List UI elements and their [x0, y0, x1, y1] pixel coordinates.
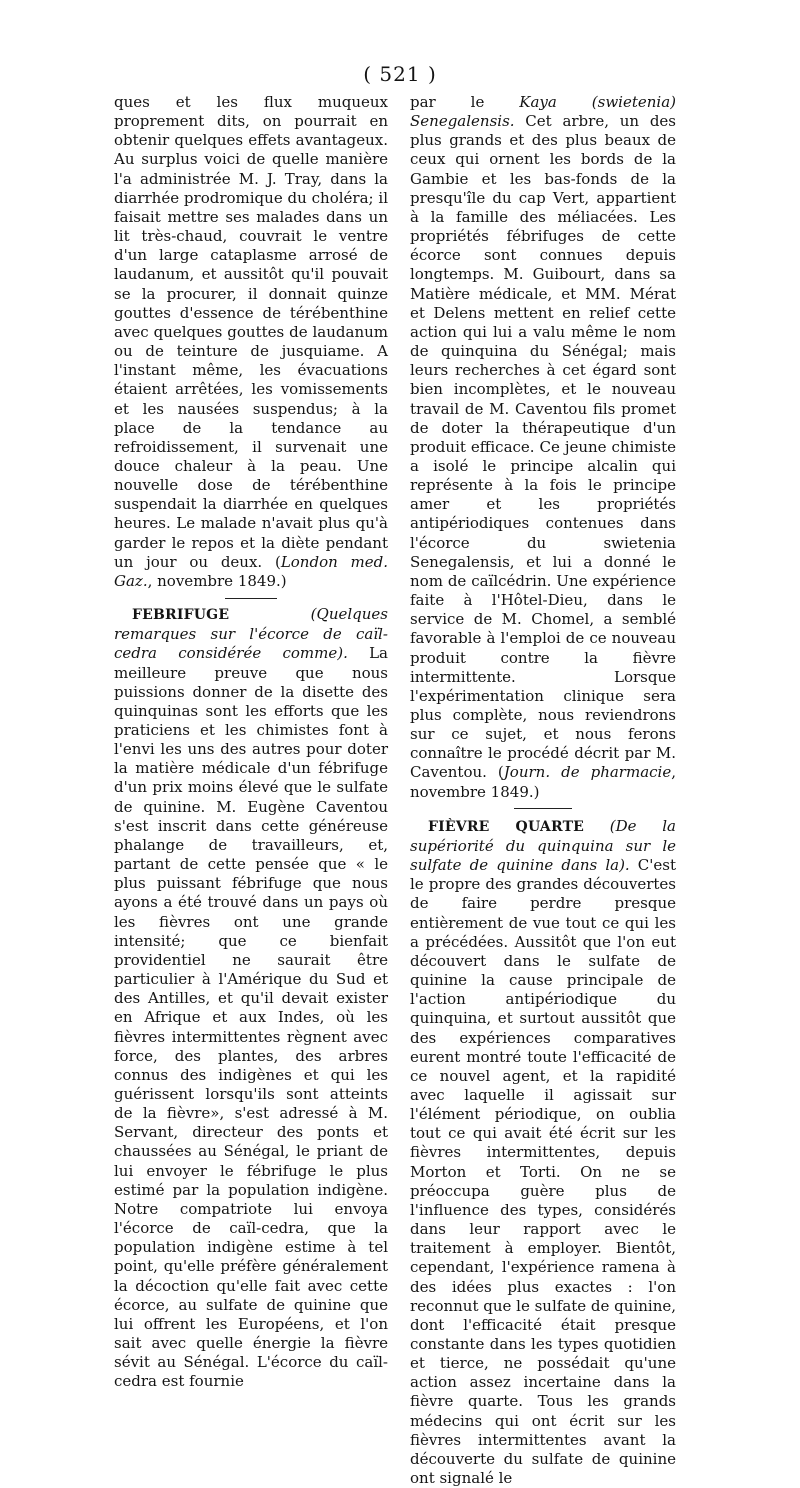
right-column	[410, 93, 676, 1488]
left-paragraph-continued: ques et les flux muqueux proprement dits, on pourrait en obtenir quelques effets avantageux. Au surplus voici de quelle manière l'a administrée M. J. Tray, dans la diarrhée prodromique du choléra; il faisait mettre ses malades dans un lit très-chaud, couvrait le ventre d'un large cataplasme arrosé de laudanum, et aussitôt qu'il pouvait se la procurer, il donnait quinze gouttes d'essence de térébenthine avec quelques gouttes de laudanum ou de teinture de jusquiame. A l'instant même, les évacuations étaient arrêtées, les vomissements et les nausées suspendus; à la place de la tendance au refroidissement, il survenait une douce chaleur à la peau. Une nouvelle dose de térébenthine suspendait la diarrhée en quelques heures. Le malade n'avait plus qu'à garder le repos et la diète pendant un jour ou deux. (London med. Gaz., novembre 1849.)	[114, 93, 388, 590]
article-subtitle: (De la supériorité du quinquina sur le sulfate de quinine dans la).	[410, 816, 676, 875]
article-fievre-quarte	[410, 817, 676, 1488]
article-body: C'est le propre des grandes découvertes de faire perdre presque entièrement de vue tout ce qui les a précédées. Aussitôt que l'on eut découvert dans le sulfate de quinine la cause principale de l'action antipériodique du quinquina, et surtout aussitôt que des expériences comparatives eurent montré toute l'efficacité de ce nouvel agent, et la rapidité avec laquelle il agissait sur l'élément périodique, on oublia tout ce qui avait été écrit sur les fièvres intermittentes, depuis Morton et Torti. On ne se préoccupa guère plus de l'influence des types, considérés dans leur rapport avec le traitement à employer. Bientôt, cependant, l'expérience ramena à des idées plus exactes : l'on reconnut que le sulfate de quinine, dont l'efficacité était presque constante dans les types quotidien et tierce, ne possédait qu'une action assez incertaine dans la fièvre quarte. Tous les grands médecins qui ont écrit sur les fièvres intermittentes avant la découverte du sulfate de quinine ont signalé le	[410, 856, 677, 1488]
left-column	[114, 93, 388, 1391]
species-name: Kaya (swietenia) Senegalensis.	[410, 93, 676, 131]
article-heading: FIÈVRE QUARTE	[428, 818, 585, 835]
article-subtitle: (Quelques remarques sur l'écorce de caïl-cedra considérée comme).	[114, 605, 388, 663]
section-divider	[514, 808, 572, 809]
page-number: ( 521 )	[363, 62, 437, 86]
article-body: La meilleure preuve que nous puissions donner de la disette des quinquinas sont les efforts que les praticiens et les chimistes font à l'envi les uns des autres pour doter la matière médicale d'un fébrifuge d'un prix moins élevé que le sulfate de quinine. M. Eugène Caventou s'est inscrit dans cette généreuse phalange de travailleurs, et, partant de cette pensée que « le plus puissant fébrifuge que nous ayons a été trouvé dans un pays où les fièvres ont une grande intensité; que ce bienfait providentiel ne saurait être particulier à l'Amérique du Sud et des Antilles, et qu'il devait exister en Afrique et aux Indes, où les fièvres intermittentes règnent avec force, des plantes, des arbres connus des indigènes et qui les guérissent lorsqu'ils sont atteints de la fièvre», s'est adressé à M. Servant, directeur des ponts et chaussées au Sénégal, le priant de lui envoyer le fébrifuge le plus estimé par la population indigène. Notre compatriote lui envoya l'écorce de caïl-cedra, que la population indigène estime à tel point, qu'elle préfère généralement la décoction qu'elle fait avec cette écorce, au sulfate de quinine que lui offrent les Européens, et l'on sait avec quelle énergie la fièvre sévit au Sénégal. L'écorce du caïl- cedra est fournie	[114, 644, 389, 1391]
source-citation: London med. Gaz.	[114, 552, 388, 590]
section-divider	[225, 598, 277, 599]
article-heading: FEBRIFUGE	[132, 607, 230, 624]
right-paragraph-continued: par le Kaya (swietenia) Senegalensis. Cet arbre, un des plus grands et des plus beaux de ceux qui ornent les bords de la Gambie et les bas-fonds de la presqu'île du cap Vert, appartient à la famille des méliacées. Les propriétés fébrifuges de cette écorce sont connues depuis longtemps. M. Guibourt, dans sa Matière médicale, et MM. Mérat et Delens mettent en relief cette action qui lui a valu même le nom de quinquina du Sénégal; mais leurs recherches à cet égard sont bien incomplètes, et le nouveau travail de M. Caventou fils promet de doter la thérapeutique d'un produit efficace. Ce jeune chimiste a isolé le principe alcalin qui représente à la fois le principe amer et les propriétés antipériodiques contenues dans l'écorce du swietenia Senegalensis, et lui a donné le nom de caïlcédrin. Une expérience faite à l'Hôtel-Dieu, dans le service de M. Chomel, a semblé favorable à l'emploi de ce nouveau produit contre la fièvre intermittente. Lorsque l'expérimentation clinique sera plus complète, nous reviendrons sur ce sujet, et nous ferons connaître le procédé décrit par M. Caventou. (Journ. de pharmacie, novembre 1849.)	[410, 93, 677, 801]
source-citation: Journ. de pharmacie	[503, 763, 672, 782]
article-febrifuge	[114, 605, 388, 1391]
